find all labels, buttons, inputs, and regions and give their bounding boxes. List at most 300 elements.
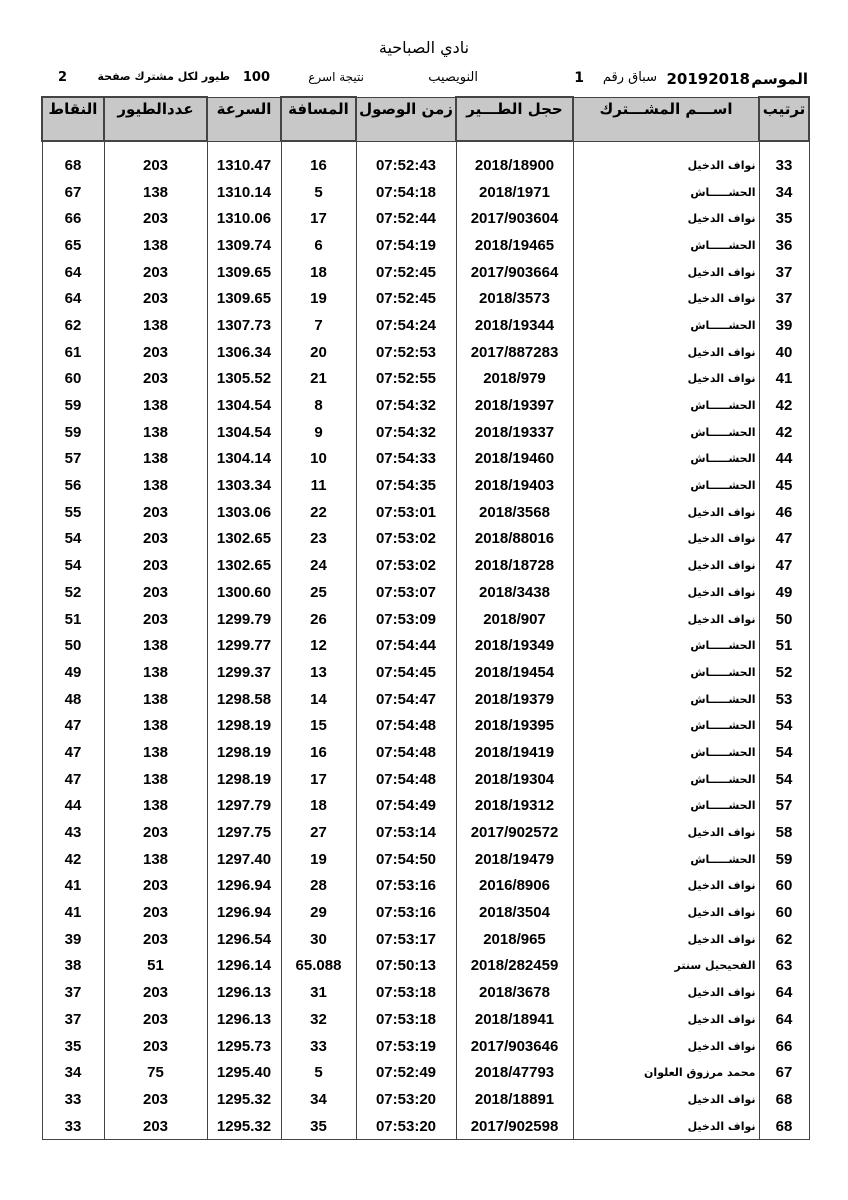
cell-points: 52	[42, 579, 104, 606]
table-row	[42, 686, 809, 713]
cell-rank: 42	[759, 419, 809, 446]
cell-distance: 5	[281, 179, 356, 206]
cell-points: 41	[42, 873, 104, 900]
table-row	[42, 632, 809, 659]
cell-rank: 59	[759, 846, 809, 873]
cell-points: 64	[42, 285, 104, 312]
cell-bird-count: 203	[104, 926, 207, 953]
cell-rank: 44	[759, 446, 809, 473]
cell-rank: 34	[759, 179, 809, 206]
cell-bird-count: 138	[104, 632, 207, 659]
cell-ring-number: 2018/3678	[456, 979, 573, 1006]
cell-speed: 1297.75	[207, 819, 281, 846]
cell-points: 57	[42, 446, 104, 473]
cell-arrival-time: 07:54:50	[356, 846, 456, 873]
table-row	[42, 1113, 809, 1140]
cell-speed: 1296.13	[207, 1006, 281, 1033]
cell-speed: 1296.94	[207, 899, 281, 926]
table-row	[42, 899, 809, 926]
table-row	[42, 179, 809, 206]
table-row	[42, 1086, 809, 1113]
cell-bird-count: 203	[104, 579, 207, 606]
cell-speed: 1309.65	[207, 259, 281, 286]
cell-distance: 32	[281, 1006, 356, 1033]
cell-rank: 63	[759, 953, 809, 980]
cell-points: 33	[42, 1113, 104, 1140]
cell-arrival-time: 07:53:09	[356, 606, 456, 633]
cell-arrival-time: 07:53:20	[356, 1113, 456, 1140]
cell-distance: 16	[281, 152, 356, 179]
cell-ring-number: 2018/18891	[456, 1086, 573, 1113]
cell-speed: 1302.65	[207, 552, 281, 579]
cell-bird-count: 203	[104, 152, 207, 179]
cell-ring-number: 2018/19344	[456, 312, 573, 339]
race-info-line	[48, 70, 808, 90]
cell-member-name: الحشـــــاش	[573, 659, 759, 686]
cell-member-name: الحشـــــاش	[573, 419, 759, 446]
cell-speed: 1303.06	[207, 499, 281, 526]
cell-distance: 9	[281, 419, 356, 446]
table-row	[42, 659, 809, 686]
table-row	[42, 552, 809, 579]
cell-member-name: نواف الدخيل	[573, 873, 759, 900]
cell-points: 56	[42, 472, 104, 499]
table-row	[42, 766, 809, 793]
cell-points: 62	[42, 312, 104, 339]
cell-distance: 65.088	[281, 953, 356, 980]
cell-speed: 1309.74	[207, 232, 281, 259]
cell-rank: 37	[759, 259, 809, 286]
cell-member-name: نواف الدخيل	[573, 259, 759, 286]
cell-bird-count: 138	[104, 419, 207, 446]
cell-rank: 64	[759, 979, 809, 1006]
cell-points: 59	[42, 419, 104, 446]
table-row	[42, 819, 809, 846]
cell-rank: 54	[759, 712, 809, 739]
cell-points: 39	[42, 926, 104, 953]
col-header-speed: السرعة	[207, 97, 281, 141]
col-header-arrival: زمن الوصول	[356, 97, 456, 141]
cell-rank: 52	[759, 659, 809, 686]
table-row	[42, 926, 809, 953]
table-row	[42, 472, 809, 499]
cell-distance: 18	[281, 259, 356, 286]
cell-speed: 1299.77	[207, 632, 281, 659]
cell-arrival-time: 07:54:48	[356, 766, 456, 793]
table-row	[42, 419, 809, 446]
cell-bird-count: 203	[104, 285, 207, 312]
cell-distance: 23	[281, 526, 356, 553]
cell-arrival-time: 07:52:55	[356, 366, 456, 393]
cell-member-name: الحشـــــاش	[573, 446, 759, 473]
table-row	[42, 873, 809, 900]
cell-bird-count: 203	[104, 205, 207, 232]
table-row	[42, 739, 809, 766]
header-spacer-row	[42, 141, 809, 152]
cell-distance: 11	[281, 472, 356, 499]
cell-arrival-time: 07:54:35	[356, 472, 456, 499]
cell-rank: 35	[759, 205, 809, 232]
cell-distance: 13	[281, 659, 356, 686]
cell-distance: 20	[281, 339, 356, 366]
cell-speed: 1304.54	[207, 419, 281, 446]
cell-distance: 14	[281, 686, 356, 713]
cell-rank: 53	[759, 686, 809, 713]
cell-member-name: الحشـــــاش	[573, 232, 759, 259]
cell-bird-count: 138	[104, 232, 207, 259]
cell-distance: 21	[281, 366, 356, 393]
table-row	[42, 579, 809, 606]
cell-arrival-time: 07:53:18	[356, 979, 456, 1006]
cell-distance: 19	[281, 285, 356, 312]
cell-rank: 49	[759, 579, 809, 606]
cell-ring-number: 2018/19349	[456, 632, 573, 659]
table-row	[42, 1059, 809, 1086]
race-location: النويصيب	[428, 70, 478, 85]
table-row	[42, 259, 809, 286]
table-header-row	[42, 97, 809, 141]
cell-bird-count: 75	[104, 1059, 207, 1086]
table-row	[42, 1033, 809, 1060]
cell-ring-number: 2018/979	[456, 366, 573, 393]
result-count: 100	[242, 70, 270, 85]
cell-distance: 7	[281, 312, 356, 339]
cell-points: 66	[42, 205, 104, 232]
cell-ring-number: 2018/3504	[456, 899, 573, 926]
table-row	[42, 285, 809, 312]
cell-member-name: الحشـــــاش	[573, 472, 759, 499]
cell-points: 37	[42, 1006, 104, 1033]
cell-arrival-time: 07:50:13	[356, 953, 456, 980]
cell-member-name: نواف الدخيل	[573, 899, 759, 926]
cell-points: 48	[42, 686, 104, 713]
cell-speed: 1310.06	[207, 205, 281, 232]
cell-arrival-time: 07:54:32	[356, 392, 456, 419]
cell-points: 67	[42, 179, 104, 206]
table-row	[42, 339, 809, 366]
cell-member-name: محمد مرزوق العلوان	[573, 1059, 759, 1086]
cell-points: 42	[42, 846, 104, 873]
cell-arrival-time: 07:52:53	[356, 339, 456, 366]
cell-member-name: نواف الدخيل	[573, 285, 759, 312]
cell-rank: 66	[759, 1033, 809, 1060]
cell-member-name: الحشـــــاش	[573, 392, 759, 419]
club-title: نادي الصباحية	[378, 38, 470, 57]
cell-ring-number: 2017/903646	[456, 1033, 573, 1060]
cell-bird-count: 203	[104, 1113, 207, 1140]
cell-arrival-time: 07:54:32	[356, 419, 456, 446]
cell-arrival-time: 07:54:18	[356, 179, 456, 206]
cell-bird-count: 138	[104, 793, 207, 820]
cell-member-name: نواف الدخيل	[573, 552, 759, 579]
cell-distance: 8	[281, 392, 356, 419]
cell-arrival-time: 07:53:19	[356, 1033, 456, 1060]
cell-ring-number: 2018/19460	[456, 446, 573, 473]
cell-ring-number: 2018/47793	[456, 1059, 573, 1086]
cell-speed: 1297.40	[207, 846, 281, 873]
cell-ring-number: 2018/19403	[456, 472, 573, 499]
table-row	[42, 846, 809, 873]
cell-speed: 1309.65	[207, 285, 281, 312]
cell-rank: 54	[759, 766, 809, 793]
cell-speed: 1300.60	[207, 579, 281, 606]
cell-member-name: نواف الدخيل	[573, 339, 759, 366]
cell-speed: 1302.65	[207, 526, 281, 553]
table-row	[42, 712, 809, 739]
col-header-birds: عددالطيور	[104, 97, 207, 141]
table-row	[42, 979, 809, 1006]
cell-arrival-time: 07:53:20	[356, 1086, 456, 1113]
cell-points: 50	[42, 632, 104, 659]
cell-bird-count: 203	[104, 606, 207, 633]
cell-distance: 22	[281, 499, 356, 526]
cell-bird-count: 138	[104, 846, 207, 873]
cell-points: 51	[42, 606, 104, 633]
cell-bird-count: 138	[104, 472, 207, 499]
cell-speed: 1296.13	[207, 979, 281, 1006]
cell-bird-count: 138	[104, 712, 207, 739]
table-row	[42, 446, 809, 473]
cell-member-name: الحشـــــاش	[573, 793, 759, 820]
cell-rank: 50	[759, 606, 809, 633]
cell-distance: 17	[281, 205, 356, 232]
cell-arrival-time: 07:54:48	[356, 712, 456, 739]
cell-member-name: الحشـــــاش	[573, 632, 759, 659]
cell-bird-count: 138	[104, 179, 207, 206]
cell-points: 41	[42, 899, 104, 926]
cell-ring-number: 2018/18728	[456, 552, 573, 579]
cell-arrival-time: 07:53:16	[356, 899, 456, 926]
cell-speed: 1310.14	[207, 179, 281, 206]
cell-speed: 1295.32	[207, 1113, 281, 1140]
col-header-ring: حجل الطـــير	[456, 97, 573, 141]
cell-points: 33	[42, 1086, 104, 1113]
cell-arrival-time: 07:54:33	[356, 446, 456, 473]
cell-member-name: نواف الدخيل	[573, 205, 759, 232]
cell-distance: 35	[281, 1113, 356, 1140]
cell-bird-count: 138	[104, 766, 207, 793]
cell-ring-number: 2018/19419	[456, 739, 573, 766]
cell-member-name: نواف الدخيل	[573, 1113, 759, 1140]
cell-arrival-time: 07:52:49	[356, 1059, 456, 1086]
cell-points: 47	[42, 712, 104, 739]
cell-member-name: نواف الدخيل	[573, 979, 759, 1006]
cell-rank: 58	[759, 819, 809, 846]
cell-bird-count: 203	[104, 899, 207, 926]
cell-points: 59	[42, 392, 104, 419]
cell-arrival-time: 07:53:01	[356, 499, 456, 526]
cell-rank: 33	[759, 152, 809, 179]
cell-bird-count: 51	[104, 953, 207, 980]
cell-distance: 33	[281, 1033, 356, 1060]
cell-points: 38	[42, 953, 104, 980]
cell-rank: 42	[759, 392, 809, 419]
cell-points: 47	[42, 766, 104, 793]
cell-ring-number: 2018/907	[456, 606, 573, 633]
cell-distance: 17	[281, 766, 356, 793]
table-row	[42, 499, 809, 526]
cell-rank: 67	[759, 1059, 809, 1086]
cell-speed: 1298.19	[207, 712, 281, 739]
cell-ring-number: 2018/3438	[456, 579, 573, 606]
birds-per-member-note: طيور لكل مشترك صفحة	[97, 70, 230, 83]
cell-ring-number: 2017/887283	[456, 339, 573, 366]
cell-points: 65	[42, 232, 104, 259]
cell-distance: 15	[281, 712, 356, 739]
cell-bird-count: 203	[104, 366, 207, 393]
cell-points: 64	[42, 259, 104, 286]
cell-bird-count: 203	[104, 552, 207, 579]
table-row	[42, 205, 809, 232]
cell-arrival-time: 07:53:14	[356, 819, 456, 846]
cell-bird-count: 203	[104, 526, 207, 553]
cell-member-name: نواف الدخيل	[573, 1086, 759, 1113]
col-header-distance: المسافة	[281, 97, 356, 141]
cell-ring-number: 2018/19454	[456, 659, 573, 686]
cell-arrival-time: 07:54:45	[356, 659, 456, 686]
cell-rank: 47	[759, 552, 809, 579]
cell-arrival-time: 07:52:45	[356, 259, 456, 286]
cell-ring-number: 2018/965	[456, 926, 573, 953]
cell-ring-number: 2018/3568	[456, 499, 573, 526]
cell-bird-count: 203	[104, 873, 207, 900]
cell-speed: 1307.73	[207, 312, 281, 339]
cell-distance: 16	[281, 739, 356, 766]
cell-bird-count: 138	[104, 392, 207, 419]
cell-rank: 68	[759, 1113, 809, 1140]
cell-bird-count: 138	[104, 659, 207, 686]
cell-member-name: نواف الدخيل	[573, 366, 759, 393]
cell-member-name: نواف الدخيل	[573, 499, 759, 526]
cell-ring-number: 2016/8906	[456, 873, 573, 900]
cell-member-name: نواف الدخيل	[573, 819, 759, 846]
cell-speed: 1296.14	[207, 953, 281, 980]
cell-bird-count: 203	[104, 259, 207, 286]
cell-bird-count: 203	[104, 819, 207, 846]
cell-speed: 1304.54	[207, 392, 281, 419]
table-row	[42, 526, 809, 553]
cell-arrival-time: 07:53:02	[356, 552, 456, 579]
cell-points: 61	[42, 339, 104, 366]
result-label: نتيجة اسرع	[308, 70, 364, 84]
cell-arrival-time: 07:54:49	[356, 793, 456, 820]
cell-points: 54	[42, 552, 104, 579]
table-row	[42, 606, 809, 633]
cell-arrival-time: 07:52:45	[356, 285, 456, 312]
cell-ring-number: 2018/19312	[456, 793, 573, 820]
cell-bird-count: 203	[104, 339, 207, 366]
cell-rank: 36	[759, 232, 809, 259]
cell-distance: 6	[281, 232, 356, 259]
cell-speed: 1297.79	[207, 793, 281, 820]
cell-member-name: نواف الدخيل	[573, 579, 759, 606]
cell-speed: 1304.14	[207, 446, 281, 473]
race-label: سباق رقم	[602, 70, 657, 85]
cell-distance: 25	[281, 579, 356, 606]
col-header-points: النقاط	[42, 97, 104, 141]
cell-points: 34	[42, 1059, 104, 1086]
cell-bird-count: 203	[104, 979, 207, 1006]
cell-points: 60	[42, 366, 104, 393]
cell-rank: 54	[759, 739, 809, 766]
cell-points: 44	[42, 793, 104, 820]
cell-distance: 10	[281, 446, 356, 473]
cell-member-name: الحشـــــاش	[573, 766, 759, 793]
cell-distance: 30	[281, 926, 356, 953]
cell-bird-count: 203	[104, 1033, 207, 1060]
cell-member-name: الحشـــــاش	[573, 846, 759, 873]
cell-ring-number: 2018/1971	[456, 179, 573, 206]
cell-member-name: الحشـــــاش	[573, 312, 759, 339]
cell-arrival-time: 07:53:17	[356, 926, 456, 953]
cell-member-name: نواف الدخيل	[573, 1033, 759, 1060]
cell-member-name: نواف الدخيل	[573, 926, 759, 953]
col-header-rank: ترتيب	[759, 97, 809, 141]
cell-member-name: الحشـــــاش	[573, 179, 759, 206]
cell-arrival-time: 07:53:07	[356, 579, 456, 606]
cell-speed: 1299.37	[207, 659, 281, 686]
cell-ring-number: 2018/19379	[456, 686, 573, 713]
cell-rank: 60	[759, 899, 809, 926]
cell-bird-count: 203	[104, 499, 207, 526]
cell-arrival-time: 07:52:43	[356, 152, 456, 179]
cell-speed: 1305.52	[207, 366, 281, 393]
cell-ring-number: 2018/19395	[456, 712, 573, 739]
cell-points: 49	[42, 659, 104, 686]
cell-ring-number: 2018/19465	[456, 232, 573, 259]
cell-arrival-time: 07:53:16	[356, 873, 456, 900]
cell-points: 35	[42, 1033, 104, 1060]
cell-member-name: الحشـــــاش	[573, 686, 759, 713]
cell-rank: 47	[759, 526, 809, 553]
cell-points: 37	[42, 979, 104, 1006]
table-row	[42, 366, 809, 393]
cell-member-name: نواف الدخيل	[573, 606, 759, 633]
cell-speed: 1296.94	[207, 873, 281, 900]
cell-speed: 1298.58	[207, 686, 281, 713]
cell-ring-number: 2017/903604	[456, 205, 573, 232]
cell-bird-count: 138	[104, 446, 207, 473]
cell-ring-number: 2017/903664	[456, 259, 573, 286]
cell-points: 54	[42, 526, 104, 553]
cell-rank: 51	[759, 632, 809, 659]
table-row	[42, 953, 809, 980]
cell-ring-number: 2017/902598	[456, 1113, 573, 1140]
table-row	[42, 793, 809, 820]
table-row	[42, 312, 809, 339]
cell-rank: 40	[759, 339, 809, 366]
cell-ring-number: 2018/282459	[456, 953, 573, 980]
cell-ring-number: 2018/18941	[456, 1006, 573, 1033]
cell-rank: 62	[759, 926, 809, 953]
table-row	[42, 232, 809, 259]
cell-ring-number: 2018/18900	[456, 152, 573, 179]
cell-bird-count: 203	[104, 1006, 207, 1033]
table-row	[42, 392, 809, 419]
cell-speed: 1299.79	[207, 606, 281, 633]
cell-ring-number: 2018/3573	[456, 285, 573, 312]
cell-distance: 19	[281, 846, 356, 873]
cell-points: 43	[42, 819, 104, 846]
cell-ring-number: 2018/19397	[456, 392, 573, 419]
cell-distance: 27	[281, 819, 356, 846]
cell-distance: 12	[281, 632, 356, 659]
cell-rank: 37	[759, 285, 809, 312]
season-value: 20192018	[666, 70, 750, 88]
cell-rank: 39	[759, 312, 809, 339]
cell-speed: 1306.34	[207, 339, 281, 366]
cell-points: 55	[42, 499, 104, 526]
